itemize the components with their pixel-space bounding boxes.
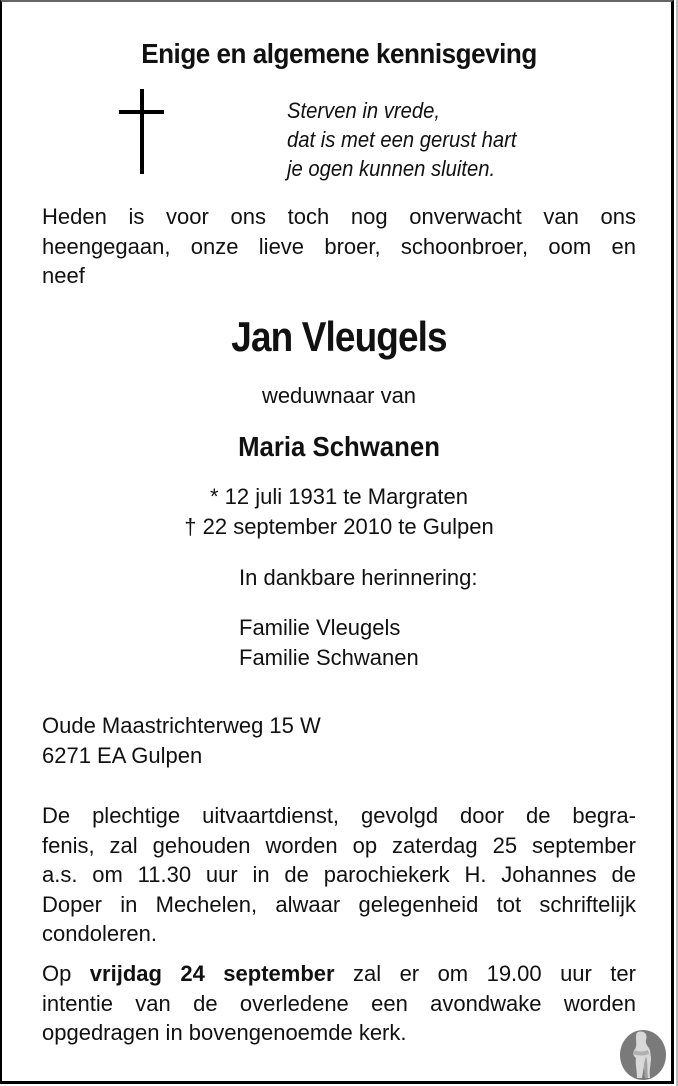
family-name: Familie Schwanen (239, 645, 419, 670)
service-paragraph (42, 801, 636, 949)
cross-vertical-bar (140, 89, 144, 174)
vigil-line: opgedragen in bovengenoemde kerk. (42, 1020, 407, 1045)
poem-line: Sterven in vrede, (287, 98, 441, 123)
service-line: De plechtige uitvaartdienst, gevolgd door de begra- (42, 803, 636, 828)
vigil-line: intentie van de overledene een avondwake worden (42, 990, 636, 1016)
vigil-date: vrijdag 24 september (89, 961, 335, 986)
poem (287, 96, 517, 183)
vigil-prefix: Op (42, 961, 90, 986)
deceased-name: Jan Vleugels (231, 313, 447, 360)
poem-line: je ogen kunnen sluiten. (287, 156, 496, 181)
service-line: Doper in Mechelen, alwaar gelegenheid tot schriftelijk (42, 891, 636, 917)
poem-line: dat is met een gerust hart (287, 127, 517, 152)
intro-line: heengegaan, onze lieve broer, schoonbroer, oom en (42, 233, 636, 259)
service-line: a.s. om 11.30 uur in de parochiekerk H. Johannes de (42, 862, 636, 887)
embracing-figures-logo-icon (618, 1028, 668, 1080)
vigil-paragraph (42, 959, 636, 1048)
notice-title: Enige en algemene kennisgeving (141, 38, 537, 69)
family-name: Familie Vleugels (239, 615, 401, 640)
spouse-name: Maria Schwanen (238, 431, 440, 462)
service-line: fenis, zal gehouden worden op zaterdag 25 september (42, 832, 636, 858)
cross-horizontal-bar (119, 110, 164, 114)
widower-label: weduwnaar van (261, 383, 417, 408)
address-street: Oude Maastrichterweg 15 W (42, 713, 321, 738)
intro-line: neef (42, 263, 85, 288)
death-info: † 22 september 2010 te Gulpen (184, 514, 494, 539)
vigil-rest: zal er om 19.00 uur ter (334, 961, 636, 986)
vigil-line (42, 959, 636, 989)
address-city: 6271 EA Gulpen (42, 743, 203, 768)
birth-info: * 12 juli 1931 te Margraten (209, 484, 469, 509)
service-line: condoleren. (42, 921, 157, 946)
remembrance-label: In dankbare herinnering: (239, 565, 478, 590)
intro-line: Heden is voor ons toch nog onverwacht van ons (42, 204, 636, 229)
intro-paragraph (42, 202, 636, 291)
